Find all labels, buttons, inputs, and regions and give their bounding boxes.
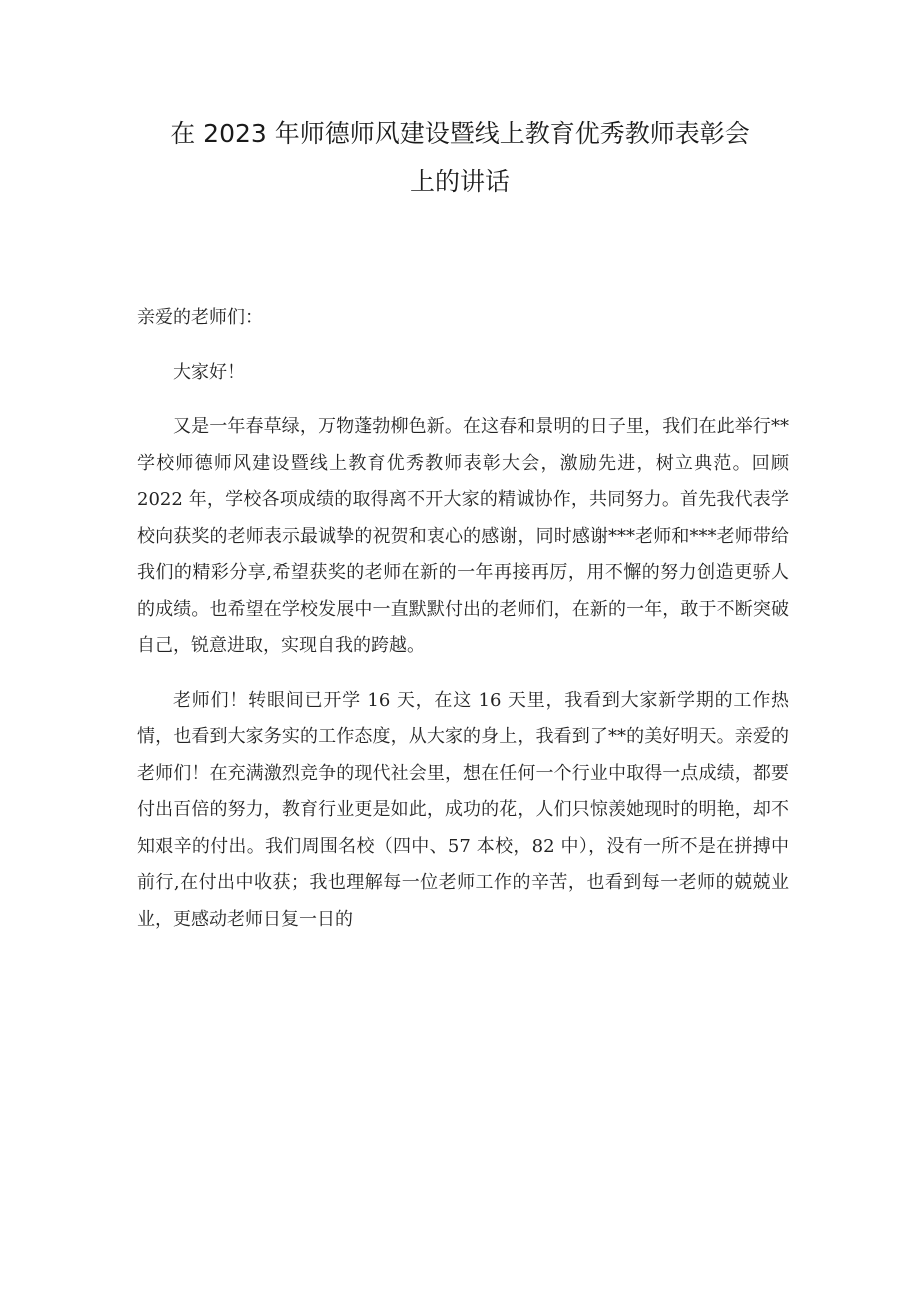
title-line-1: 在 2023 年师德师风建设暨线上教育优秀教师表彰会 (170, 119, 750, 148)
paragraph-2: 老师们！转眼间已开学 16 天，在这 16 天里，我看到大家新学期的工作热情，也看到大家务实的工作态度，从大家的身上，我看到了**的美好明天。亲爱的老师们！在充满激烈竞争的现代社会里，想在任何一个行业中取得一点成绩，都要付出百倍的努力，教育行业更是如此，成功的花，人们只惊羡她现时的明艳，却不知艰辛的付出。我们周围名校（四中、57 本校，82 中），没有一所不是在拼搏中前行,在付出中收获；我也理解每一位老师工作的辛苦，也看到每一老师的兢兢业业，更感动老师日复一日的 (137, 689, 789, 930)
speech-body (137, 300, 789, 956)
greeting: 大家好！ (173, 361, 245, 383)
title-line-2: 上的讲话 (409, 167, 510, 196)
paragraph-1: 又是一年春草绿，万物蓬勃柳色新。在这春和景明的日子里，我们在此举行**学校师德师风建设暨线上教育优秀教师表彰大会，激励先进，树立典范。回顾 2022 年，学校各项成绩的取得离不开大家的精诚协作，共同努力。首先我代表学校向获奖的老师表示最诚挚的祝贺和衷心的感谢，同时感谢***老师和***老师带给我们的精彩分享,希望获奖的老师在新的一年再接再厉，用不懈的努力创造更骄人的成绩。也希望在学校发展中一直默默付出的老师们，在新的一年，敢于不断突破自己，锐意进取，实现自我的跨越。 (137, 416, 789, 656)
page-title (120, 110, 800, 206)
salutation: 亲爱的老师们： (137, 307, 263, 328)
